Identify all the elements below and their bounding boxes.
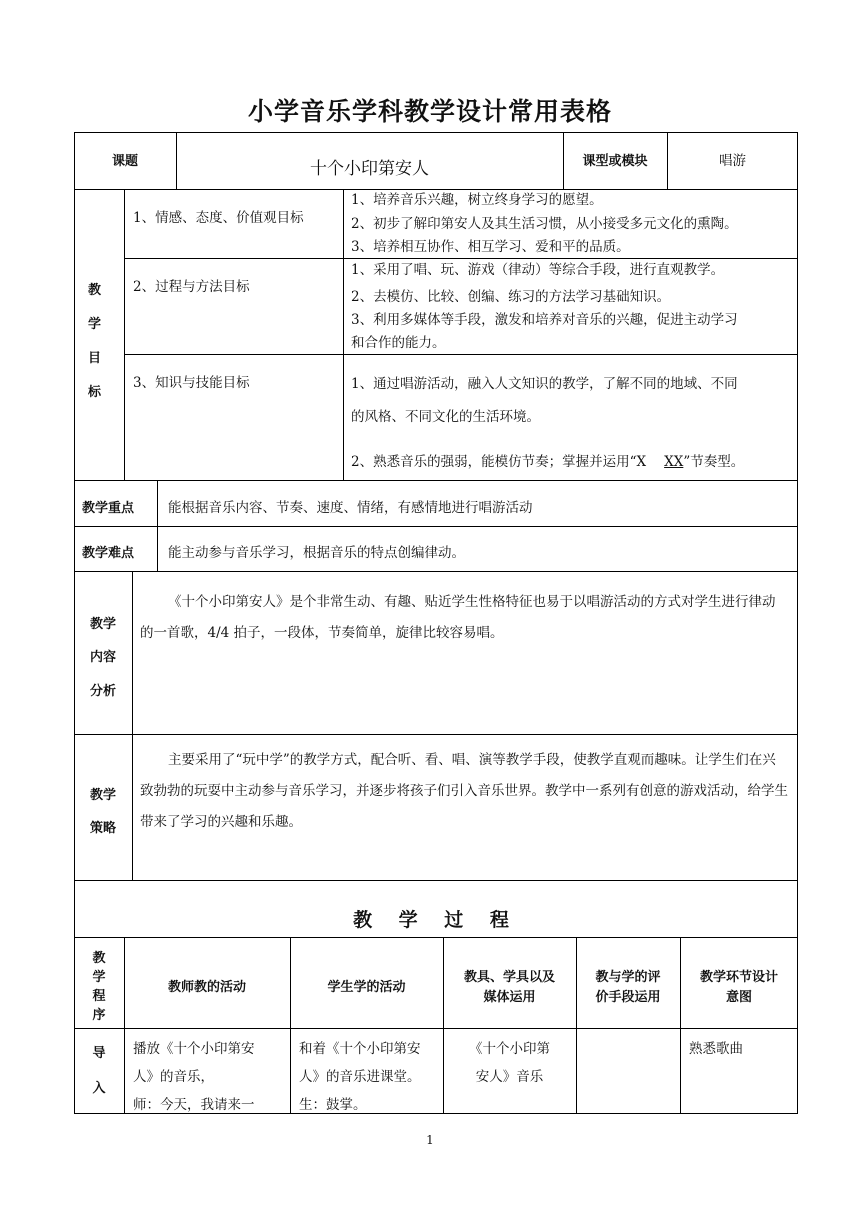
row-student-2: 人》的音乐进课堂。 <box>299 1069 421 1085</box>
row-student-3: 生：鼓掌。 <box>299 1097 367 1113</box>
goal-name-knowledge: 3、知识与技能目标 <box>133 375 250 391</box>
col-step-4: 序 <box>92 1008 106 1023</box>
key-points-text: 能根据音乐内容、节奏、速度、情绪，有感情地进行唱游活动 <box>168 500 533 516</box>
col-student: 学生学的活动 <box>327 980 406 995</box>
goal-item: 3、培养相互协作、相互学习、爱和平的品质。 <box>351 239 630 255</box>
col-eval-1: 教与学的评 <box>595 970 661 985</box>
col-tools-2: 媒体运用 <box>483 990 536 1005</box>
col-tools-1: 教具、学具以及 <box>463 970 555 985</box>
row-step-1: 导 <box>92 1046 106 1061</box>
analysis-label-3: 分析 <box>89 684 116 699</box>
row-tools-1: 《十个小印第 <box>469 1041 550 1057</box>
row-step-2: 入 <box>92 1081 106 1096</box>
row-teacher-1: 播放《十个小印第安 <box>133 1041 255 1057</box>
goal-item: 2、去模仿、比较、创编、练习的方法学习基础知识。 <box>351 289 671 305</box>
goal-name-emotion: 1、情感、态度、价值观目标 <box>133 210 304 226</box>
goal-item: 1、培养音乐兴趣，树立终身学习的愿望。 <box>351 192 603 208</box>
goal-item: 1、通过唱游活动，融入人文知识的教学，了解不同的地域、不同 <box>351 376 738 392</box>
type-label: 课型或模块 <box>582 154 648 169</box>
analysis-text: 《十个小印第安人》是个非常生动、有趣、贴近学生性格特征也易于以唱游活动的方式对学生进行律动的一首歌，4/4 拍子，一段体，节奏简单，旋律比较容易唱。 <box>140 594 776 641</box>
col-step-3: 程 <box>92 989 106 1004</box>
goal-item: 3、利用多媒体等手段，激发和培养对音乐的兴趣，促进主动学习 <box>351 312 738 328</box>
goals-label-3: 目 <box>88 351 102 366</box>
goals-label-4: 标 <box>88 385 102 400</box>
row-tools-2: 安人》音乐 <box>475 1069 544 1085</box>
difficulties-text: 能主动参与音乐学习，根据音乐的特点创编律动。 <box>168 545 465 561</box>
row-teacher-3: 师：今天，我请来一 <box>133 1097 255 1113</box>
col-teacher: 教师教的活动 <box>167 980 246 995</box>
row-intent: 熟悉歌曲 <box>689 1041 743 1057</box>
col-intent-2: 意图 <box>725 990 752 1005</box>
col-step-1: 教 <box>92 951 106 966</box>
difficulties-label: 教学难点 <box>82 546 135 561</box>
goals-label-2: 学 <box>88 317 102 332</box>
goal-item: 2、初步了解印第安人及其生活习惯，从小接受多元文化的熏陶。 <box>351 216 738 232</box>
col-step-2: 学 <box>92 970 106 985</box>
type-value: 唱游 <box>719 153 746 169</box>
col-intent-1: 教学环节设计 <box>699 970 778 985</box>
goal-item <box>351 456 744 470</box>
goal-item: 1、采用了唱、玩、游戏（律动）等综合手段，进行直观教学。 <box>351 262 725 278</box>
strategy-text: 主要采用了“玩中学”的教学方式，配合听、看、唱、演等教学手段，使教学直观而趣味。让学生们在兴致勃勃的玩耍中主动参与音乐学习，并逐步将孩子们引入音乐世界。教学中一系列有创意的游戏活动，给学生带来了学习的兴趣和乐趣。 <box>140 752 788 830</box>
analysis-label-1: 教学 <box>89 617 116 632</box>
goal-item-text: 2、熟悉音乐的强弱，能模仿节奏；掌握并运用“X <box>351 454 647 470</box>
goal-item: 的风格、不同文化的生活环境。 <box>351 409 540 425</box>
page-number: 1 <box>426 1133 434 1147</box>
topic-value: 十个小印第安人 <box>310 159 429 179</box>
goal-item: 和合作的能力。 <box>351 335 446 351</box>
key-points-label: 教学重点 <box>82 501 135 516</box>
goals-label-1: 教 <box>88 283 102 298</box>
strategy-label-2: 策略 <box>89 821 116 836</box>
row-student-1: 和着《十个小印第安 <box>299 1041 421 1057</box>
goal-item-suffix: ”节奏型。 <box>683 454 745 470</box>
rhythm-pattern: XX <box>664 454 684 470</box>
analysis-label-2: 内容 <box>89 650 116 665</box>
goal-name-process: 2、过程与方法目标 <box>133 279 250 295</box>
page-title: 小学音乐学科教学设计常用表格 <box>247 97 612 126</box>
process-title: 教 学 过 程 <box>353 909 519 931</box>
row-teacher-2: 人》的音乐， <box>133 1069 214 1085</box>
topic-label: 课题 <box>111 154 138 169</box>
col-eval-2: 价手段运用 <box>595 990 661 1005</box>
strategy-label-1: 教学 <box>89 788 116 803</box>
process-table <box>74 937 798 1114</box>
